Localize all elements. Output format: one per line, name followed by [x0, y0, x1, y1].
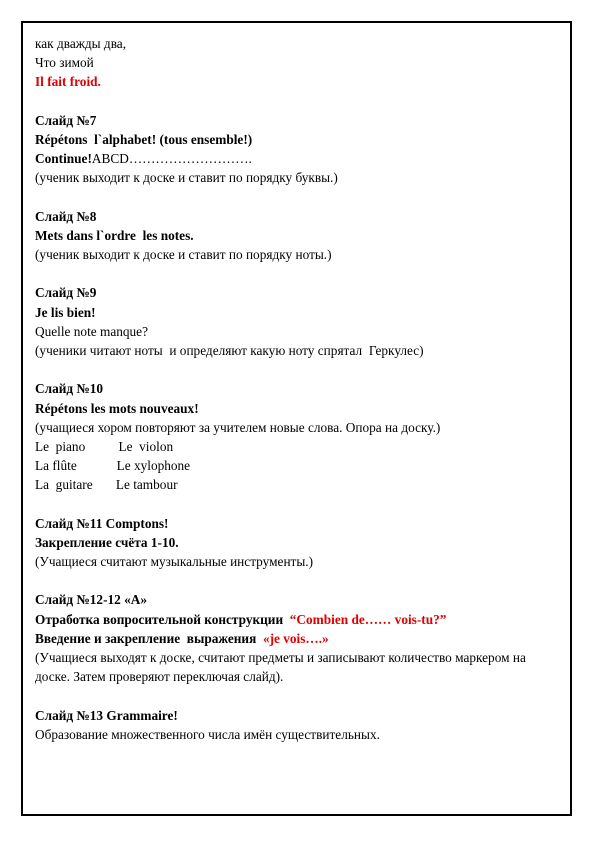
intro-line-1: как дважды два,: [35, 36, 127, 51]
slide-7-continue: Continue!: [35, 151, 92, 167]
document-body: [35, 34, 555, 744]
slide-12-line-2: [35, 629, 555, 648]
slide-12-question-phrase: “Combien de…… vois-tu?”: [289, 611, 447, 627]
slide-10-title: Слайд №10: [35, 381, 104, 397]
slide-10-line-2: (учащиеся хором повторяют за учителем новые слова. Опора на доску.): [35, 419, 441, 435]
slide-10-line-1: Répétons les mots nouveaux!: [35, 400, 199, 416]
slide-12-expression-phrase: «je vois….»: [262, 630, 329, 646]
slide-10-word-row: Le piano Le violon: [35, 438, 174, 454]
slide-12-line-3: (Учащиеся выходят к доске, считают предметы и записывают количество маркером на доске. Затем проверяют переключая слайд).: [35, 650, 526, 685]
slide-7-letters: ABCD……………………….: [91, 151, 252, 167]
slide-10-word-row: La guitare Le tambour: [35, 477, 178, 493]
slide-8-title: Слайд №8: [35, 208, 97, 224]
slide-10-word-row: La flûte Le xylophone: [35, 458, 191, 474]
intro-line-2: Что зимой: [35, 55, 94, 71]
slide-13-title: Слайд №13 Grammaire!: [35, 707, 178, 723]
slide-8-line-2: (ученик выходит к доске и ставит по порядку ноты.): [35, 247, 332, 263]
slide-11-title: Слайд №11 Comptons!: [35, 515, 169, 531]
slide-7-line-2: [35, 149, 555, 168]
slide-9-line-2: Quelle note manque?: [35, 323, 148, 339]
slide-12-expression-label: Введение и закрепление выражения: [35, 630, 263, 646]
slide-9-line-1: Je lis bien!: [35, 304, 96, 320]
slide-9-title: Слайд №9: [35, 285, 97, 301]
slide-11-line-1: Закрепление счёта 1-10.: [35, 534, 179, 550]
slide-7-title: Слайд №7: [35, 112, 97, 128]
slide-13-line-1: Образование множественного числа имён существительных.: [35, 726, 380, 742]
slide-12-question-label: Отработка вопросительной конструкции: [35, 611, 290, 627]
slide-7-line-1: Répétons l`alphabet! (tous ensemble!): [35, 131, 253, 147]
slide-12-line-1: [35, 610, 555, 629]
slide-8-line-1: Mets dans l`ordre les notes.: [35, 227, 194, 243]
slide-12-title: Слайд №12-12 «А»: [35, 592, 148, 608]
slide-7-line-3: (ученик выходит к доске и ставит по порядку буквы.): [35, 170, 338, 186]
intro-line-3: Il fait froid.: [35, 74, 101, 90]
slide-9-line-3: (ученики читают ноты и определяют какую ноту спрятал Геркулес): [35, 343, 424, 358]
slide-11-line-2: (Учащиеся считают музыкальные инструменты.): [35, 554, 314, 570]
